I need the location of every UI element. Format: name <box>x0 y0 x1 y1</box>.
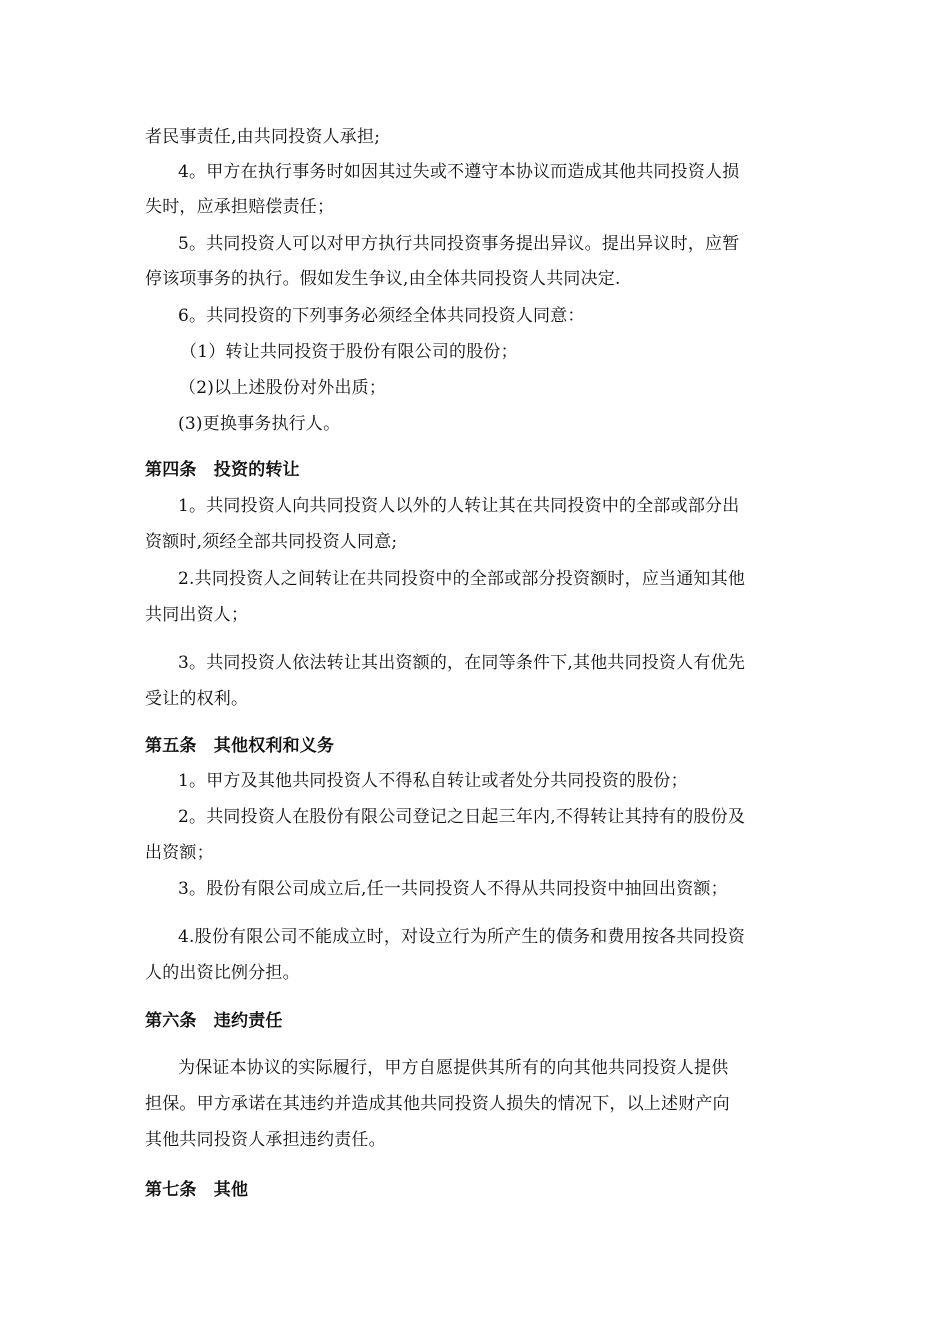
text-line: 3。共同投资人依法转让其出资额的，在同等条件下,其他共同投资人有优先 <box>178 653 746 673</box>
text-line: 共同出资人； <box>145 605 249 625</box>
text-line: 3。股份有限公司成立后,任一共同投资人不得从共同投资中抽回出资额； <box>178 879 728 899</box>
section-heading-7: 第七条 其他 <box>145 1180 249 1200</box>
text-line: 2。共同投资人在股份有限公司登记之日起三年内,不得转让其持有的股份及 <box>178 807 746 827</box>
text-line: 6。共同投资的下列事务必须经全体共同投资人同意： <box>178 306 585 326</box>
list-item: (3)更换事务执行人。 <box>178 414 341 434</box>
text-line: 出资额； <box>145 843 214 863</box>
text-line: 受让的权利。 <box>145 689 249 709</box>
text-line: 1。甲方及其他共同投资人不得私自转让或者处分共同投资的股份； <box>178 771 688 791</box>
text-line: 人的出资比例分担。 <box>145 963 300 983</box>
text-line: 担保。甲方承诺在其违约并造成其他共同投资人损失的情况下，以上述财产向 <box>145 1094 730 1114</box>
text-line: 停该项事务的执行。假如发生争议,由全体共同投资人共同决定. <box>145 269 621 289</box>
text-line: 资额时,须经全部共同投资人同意; <box>145 532 398 552</box>
section-heading-4: 第四条 投资的转让 <box>145 460 300 480</box>
text-line: 其他共同投资人承担违约责任。 <box>145 1130 386 1150</box>
text-line: 1。共同投资人向共同投资人以外的人转让其在共同投资中的全部或部分出 <box>178 496 740 516</box>
section-heading-6: 第六条 违约责任 <box>145 1011 283 1031</box>
list-item: （2)以上述股份对外出质； <box>179 378 387 398</box>
text-line: 4.股份有限公司不能成立时，对设立行为所产生的债务和费用按各共同投资 <box>178 927 746 947</box>
text-line: 4。甲方在执行事务时如因其过失或不遵守本协议而造成其他共同投资人损 <box>178 162 740 182</box>
list-item: （1）转让共同投资于股份有限公司的股份； <box>180 342 518 362</box>
text-line: 2.共同投资人之间转让在共同投资中的全部或部分投资额时，应当通知其他 <box>178 569 746 589</box>
text-line: 5。共同投资人可以对甲方执行共同投资事务提出异议。提出异议时，应暂 <box>178 234 740 254</box>
text-line: 者民事责任,由共同投资人承担; <box>145 127 381 147</box>
text-line: 失时，应承担赔偿责任； <box>145 197 335 217</box>
section-heading-5: 第五条 其他权利和义务 <box>145 736 335 756</box>
text-line: 为保证本协议的实际履行，甲方自愿提供其所有的向其他共同投资人提供 <box>178 1058 729 1078</box>
